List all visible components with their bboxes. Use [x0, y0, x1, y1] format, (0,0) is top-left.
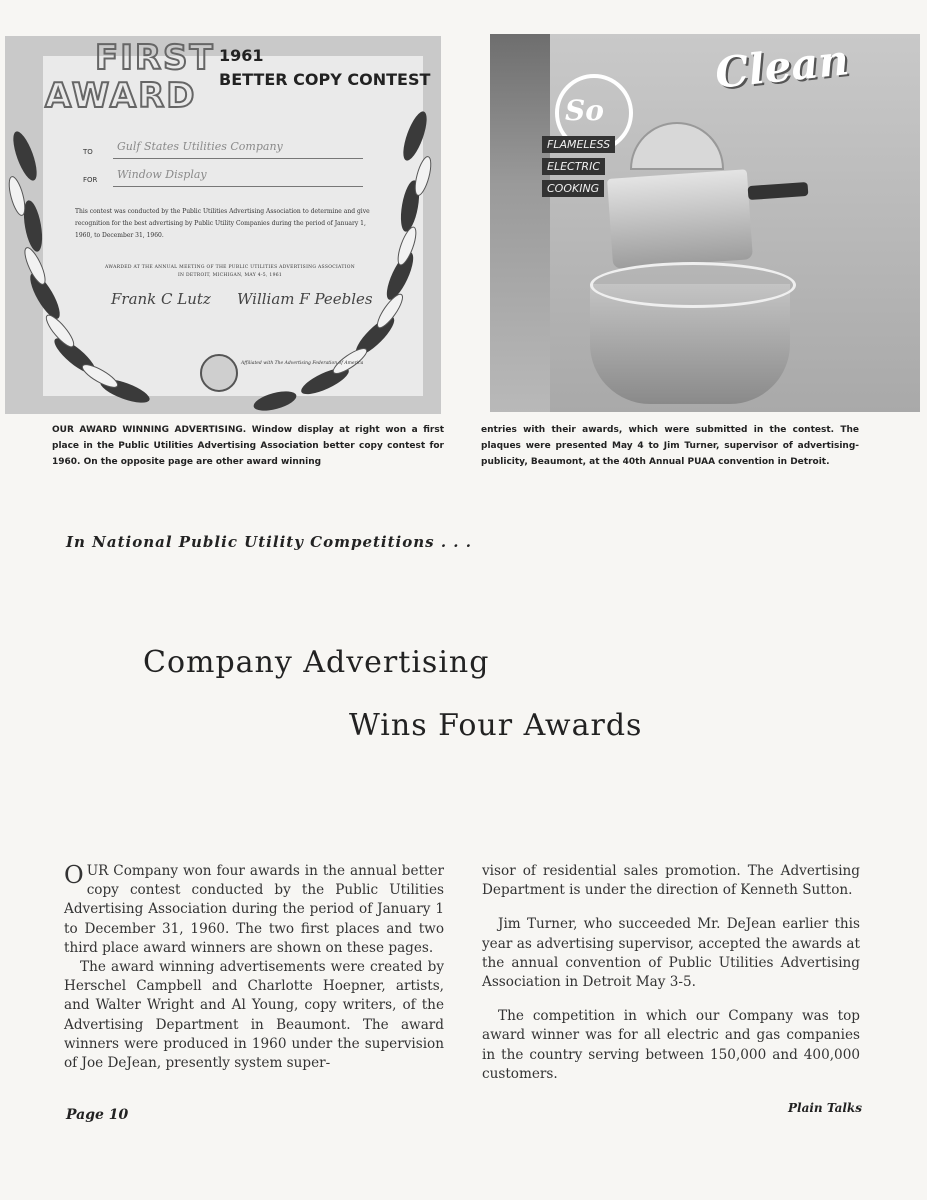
article-column-right	[482, 862, 860, 1084]
certificate-award-word: AWARD	[45, 76, 197, 116]
certificate-for-value: Window Display	[117, 168, 207, 181]
headline-line-2: Wins Four Awards	[349, 708, 643, 743]
signature-right: William F Peebles	[237, 290, 373, 308]
article-paragraph-5: The competition in which our Company was top award winner was for all electric and gas companies in the country serving between 150,000 and 400,000 customers.	[482, 1008, 860, 1082]
burner-ring	[590, 262, 796, 308]
article-paragraph-2: The award winning advertisements were created by Herschel Campbell and Charlotte Hoepner, artists, and Walter Wright and Al Young, copy writers, of the Advertising Department in Beaumont. The award winners were produced in 1960 under the supervision of Joe DeJean, presently system super-	[64, 959, 444, 1072]
certificate-year: 1961	[219, 46, 264, 65]
certificate-to-line	[113, 158, 363, 159]
certificate-for-label: FOR	[83, 176, 98, 184]
pot-character	[607, 169, 753, 269]
certificate-first-word: FIRST	[95, 38, 215, 78]
display-sign-1: FLAMELESS	[542, 136, 615, 153]
article-paragraph-3: visor of residential sales promotion. The Advertising Department is under the direction of Kenneth Sutton.	[482, 863, 860, 899]
article-paragraph-4: Jim Turner, who succeeded Mr. DeJean earlier this year as advertising supervisor, accepted the awards at the annual convention of Public Utilities Advertising Association in Detroit May 3-5.	[482, 916, 860, 991]
display-so-text: So	[565, 94, 604, 127]
certificate-to-label: TO	[83, 148, 93, 156]
display-sign-2: ELECTRIC	[542, 158, 605, 175]
award-certificate-photo	[5, 36, 441, 414]
drop-cap: O	[64, 861, 84, 889]
display-clean-text: Clean	[712, 35, 852, 98]
signature-left: Frank C Lutz	[111, 290, 211, 308]
association-seal	[200, 354, 238, 392]
article-paragraph-1	[64, 862, 444, 958]
page-number: Page 10	[66, 1107, 129, 1123]
caption-left: OUR AWARD WINNING ADVERTISING. Window display at right won a first place in the Public Utilities Advertising Association better copy contest for 1960. On the opposite page are other award winning	[52, 425, 444, 467]
certificate-for-line	[113, 186, 363, 187]
caption-right: entries with their awards, which were submitted in the contest. The plaques were presented May 4 to Jim Turner, supervisor of advertising-publicity, Beaumont, at the 40th Annual PUAA convention in Detroit.	[481, 425, 859, 467]
article-paragraph-1-text: UR Company won four awards in the annual better copy contest conducted by the Public Utilities Advertising Association during the period of January 1 to December 31, 1960. The two first places and two third place award winners are shown on these pages.	[64, 863, 444, 956]
window-display-photo	[490, 34, 920, 412]
headline-line-1: Company Advertising	[143, 645, 490, 680]
section-kicker: In National Public Utility Competitions . . .	[66, 533, 472, 551]
certificate-contest-name: BETTER COPY CONTEST	[219, 70, 431, 89]
article-column-left	[64, 862, 444, 1073]
certificate-to-value: Gulf States Utilities Company	[117, 140, 283, 153]
certificate-awarded-text: AWARDED AT THE ANNUAL MEETING OF THE PUBLIC UTILITIES ADVERTISING ASSOCIATION IN DETROIT, MICHIGAN, MAY 4-5, 1961	[105, 265, 355, 278]
display-sign-3: COOKING	[542, 180, 604, 197]
certificate-affiliation: Affiliated with The Advertising Federation of America	[241, 361, 364, 366]
magazine-name: Plain Talks	[788, 1101, 863, 1115]
certificate-text: This contest was conducted by the Public Utilities Advertising Association to determine and give recognition for the best advertising by Public Utility Companies during the period of January 1, 1960, to December 31, 1960.	[75, 208, 370, 239]
